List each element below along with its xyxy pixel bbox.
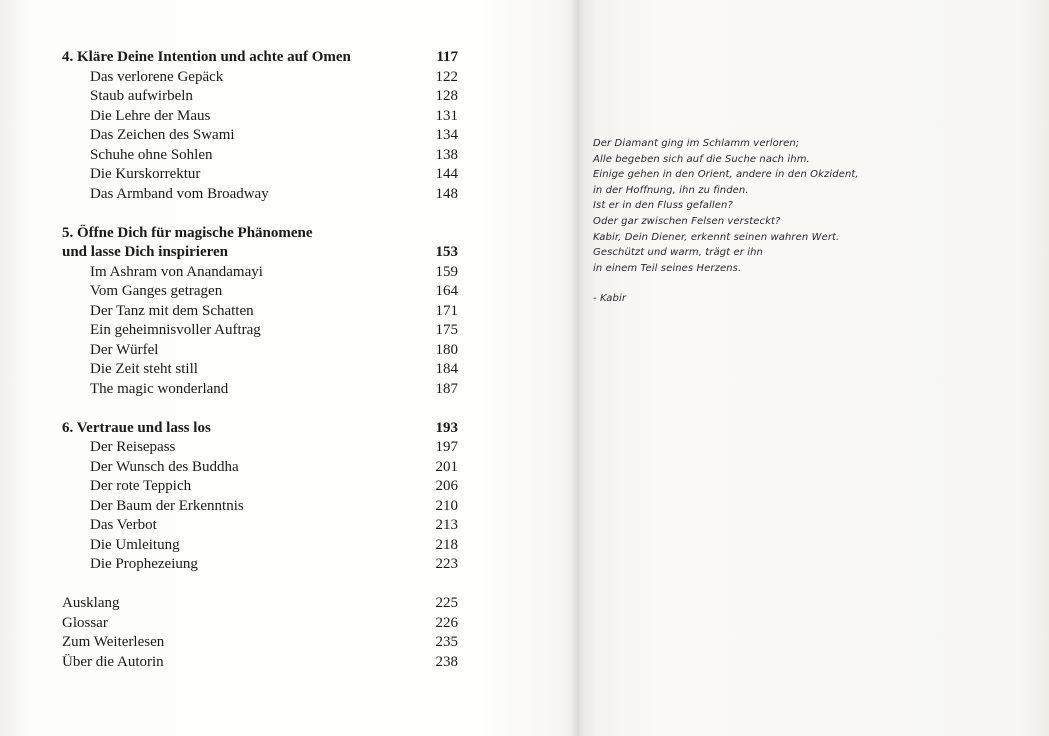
poem-line: Ist er in den Fluss gefallen? — [593, 200, 733, 212]
toc-entry-title: Der rote Teppich — [90, 478, 192, 494]
toc-chapter-5-line-1 — [62, 224, 458, 244]
toc-page-number: 122 — [435, 68, 458, 85]
toc-entry-title: Das Zeichen des Swami — [90, 127, 235, 143]
toc-page-number: 218 — [435, 536, 458, 553]
poem-line: Der Diamant ging im Schlamm verloren; — [593, 138, 800, 149]
toc-entry — [62, 146, 458, 166]
toc-entry-title: Die Lehre der Maus — [90, 107, 211, 124]
toc-entry — [62, 438, 458, 458]
toc-entry-title: Der Reisepass — [90, 439, 176, 455]
toc-page-number: 134 — [435, 127, 458, 143]
toc-page-number: 201 — [435, 458, 458, 475]
toc-page-number: 175 — [435, 322, 458, 338]
poem-line: in einem Teil seines Herzens. — [593, 262, 742, 274]
toc-chapter-title: und lasse Dich inspirieren — [62, 244, 229, 260]
toc-entry-title: Über die Autorin — [62, 653, 164, 670]
toc-entry-title: Ein geheimnisvoller Auftrag — [90, 322, 261, 338]
toc-entry-title: Glossar — [62, 614, 108, 631]
toc-entry-title: Der Baum der Erkenntnis — [90, 497, 244, 514]
toc-chapter-title: 6. Vertraue und lass los — [62, 419, 211, 436]
kabir-poem — [593, 136, 913, 307]
toc-page-number: 238 — [435, 653, 458, 670]
toc-chapter-title: 5. Öffne Dich für magische Phänomene — [62, 224, 313, 241]
toc-page-number: 164 — [435, 283, 458, 299]
toc-entry — [62, 263, 458, 283]
toc-entry — [62, 165, 458, 185]
toc-page-number: 193 — [435, 419, 458, 436]
toc-chapter-5-line-2 — [62, 243, 458, 263]
toc-page-number: 171 — [435, 302, 458, 319]
table-of-contents — [62, 48, 458, 672]
right-page — [577, 0, 1049, 736]
toc-page-number: 148 — [435, 185, 458, 202]
toc-entry-title: Die Prophezeiung — [90, 556, 198, 572]
poem-line: in der Hoffnung, ihn zu finden. — [593, 184, 749, 196]
toc-entry-title: Das verlorene Gepäck — [90, 68, 224, 85]
toc-page-number: 210 — [435, 497, 458, 514]
toc-spacer — [62, 204, 458, 224]
toc-page-number: 197 — [435, 439, 458, 455]
toc-page-number: 128 — [435, 88, 458, 104]
toc-page-number: 225 — [435, 595, 458, 611]
toc-entry-title: The magic wonderland — [90, 380, 229, 397]
toc-page-number: 180 — [435, 341, 458, 358]
toc-page-number: 144 — [435, 166, 458, 182]
toc-page-number: 235 — [435, 634, 458, 650]
toc-page-number: 184 — [435, 361, 458, 377]
toc-entry-title: Vom Ganges getragen — [90, 283, 223, 299]
toc-entry-title: Staub aufwirbeln — [90, 88, 193, 104]
toc-entry — [62, 380, 458, 400]
toc-entry-title: Die Kurskorrektur — [90, 166, 201, 182]
toc-entry-title: Das Armband vom Broadway — [90, 185, 269, 202]
toc-entry — [62, 458, 458, 478]
toc-entry — [62, 477, 458, 497]
toc-entry — [62, 555, 458, 575]
toc-entry-title: Im Ashram von Anandamayi — [90, 263, 263, 280]
toc-page-number: 159 — [435, 263, 458, 280]
toc-page-number: 131 — [435, 107, 458, 124]
poem-line: Alle begeben sich auf die Suche nach ihm. — [593, 153, 810, 165]
toc-entry-title: Die Umleitung — [90, 536, 180, 553]
toc-entry — [62, 126, 458, 146]
poem-line: Geschützt und warm, trägt er ihn — [593, 247, 763, 259]
toc-entry — [62, 341, 458, 361]
toc-entry — [62, 516, 458, 536]
toc-entry — [62, 107, 458, 127]
toc-chapter-title: 4. Kläre Deine Intention und achte auf Omen — [62, 49, 351, 65]
poem-line: Oder gar zwischen Felsen versteckt? — [593, 215, 781, 227]
toc-page-number: 213 — [435, 517, 458, 533]
toc-entry — [62, 321, 458, 341]
toc-page-number: 226 — [435, 614, 458, 631]
toc-spacer — [62, 399, 458, 419]
poem-author: - Kabir — [593, 293, 627, 305]
toc-spacer — [62, 575, 458, 595]
toc-entry-title: Der Tanz mit dem Schatten — [90, 302, 254, 319]
toc-entry-title: Die Zeit steht still — [90, 361, 198, 377]
poem-line: Kabir, Dein Diener, erkennt seinen wahren Wert. — [593, 231, 840, 243]
toc-entry — [62, 302, 458, 322]
toc-backmatter-entry — [62, 653, 458, 673]
toc-page-number: 117 — [436, 49, 458, 65]
book-gutter — [570, 0, 584, 736]
toc-backmatter-entry — [62, 614, 458, 634]
toc-page-number: 138 — [435, 146, 458, 163]
toc-entry-title: Zum Weiterlesen — [62, 634, 165, 650]
toc-entry-title: Der Würfel — [90, 341, 159, 358]
toc-page-number: 206 — [435, 478, 458, 494]
toc-entry — [62, 360, 458, 380]
toc-chapter-6 — [62, 419, 458, 439]
toc-entry-title: Das Verbot — [90, 517, 157, 533]
toc-entry — [62, 185, 458, 205]
toc-page-number: 223 — [435, 556, 458, 572]
toc-entry — [62, 68, 458, 88]
toc-entry-title: Ausklang — [62, 595, 120, 611]
toc-backmatter-entry — [62, 633, 458, 653]
toc-chapter-4 — [62, 48, 458, 68]
toc-entry — [62, 282, 458, 302]
toc-page-number: 153 — [435, 244, 458, 260]
toc-backmatter-entry — [62, 594, 458, 614]
toc-entry-title: Der Wunsch des Buddha — [90, 458, 239, 475]
poem-line: Einige gehen in den Orient, andere in den Okzident, — [593, 169, 859, 181]
toc-entry — [62, 536, 458, 556]
toc-page-number: 187 — [435, 380, 458, 397]
toc-entry — [62, 497, 458, 517]
toc-entry — [62, 87, 458, 107]
toc-entry-title: Schuhe ohne Sohlen — [90, 146, 213, 163]
